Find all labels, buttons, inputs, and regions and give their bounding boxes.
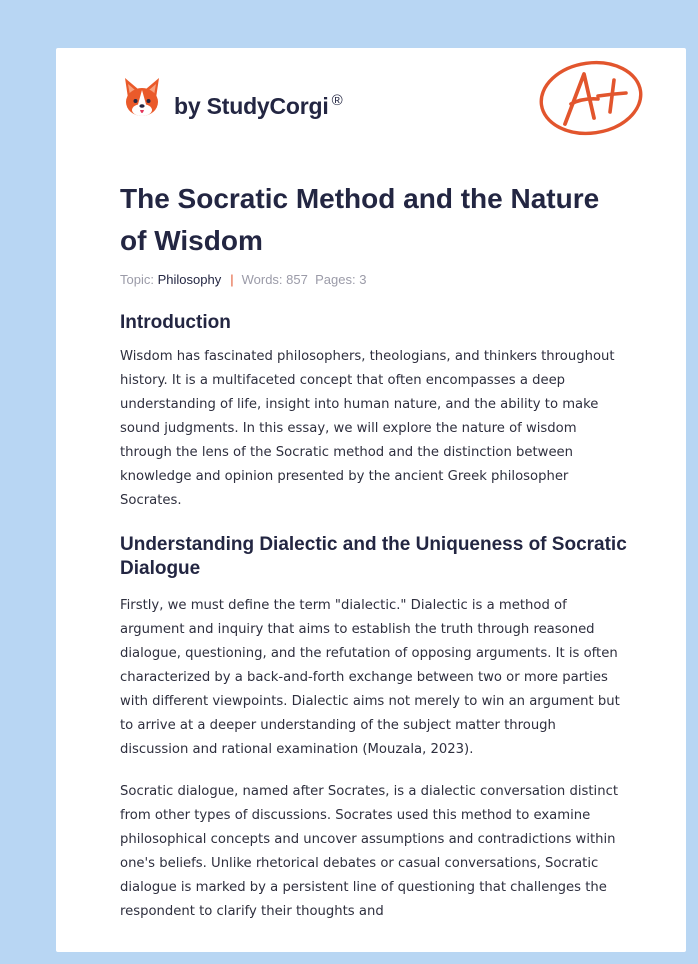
section-heading-dialectic: Understanding Dialectic and the Uniqueness of Socratic Dialogue xyxy=(120,534,627,579)
brand-name[interactable]: by StudyCorgi ® xyxy=(174,92,343,119)
meta-separator: | xyxy=(230,272,234,287)
document-page xyxy=(56,48,686,952)
corgi-logo-icon[interactable] xyxy=(122,76,162,120)
words-count: 857 xyxy=(286,272,308,287)
a-plus-grade-icon xyxy=(538,58,648,140)
topic-label: Topic: xyxy=(120,272,154,287)
words-label: Words: xyxy=(241,272,283,287)
section-heading-introduction: Introduction xyxy=(120,312,231,333)
pages-count: 3 xyxy=(359,272,367,287)
page-title: The Socratic Method and the Nature of Wisdom xyxy=(120,183,600,256)
page-header xyxy=(56,48,686,158)
paragraph: Firstly, we must define the term "dialectic." Dialectic is a method of argument and inquiry that aims to establish the truth through reasoned dialogue, questioning, and the refutation of opposing arguments. It is often characterized by a back-and-forth exchange between two or more parties with different viewpoints. Dialectic aims not merely to win an argument but to arrive at a deeper understanding of the subject matter through discussion and rational examination (Mouzala, 2023). xyxy=(120,598,620,757)
article-meta xyxy=(120,272,628,287)
article xyxy=(120,178,628,924)
paragraph: Wisdom has fascinated philosophers, theologians, and thinkers throughout history. It is a multifaceted concept that often encompasses a deep understanding of life, insight into human nature, and the ability to make sound judgments. In this essay, we will explore the nature of wisdom through the lens of the Socratic method and the distinction between knowledge and opinion presented by the ancient Greek philosopher Socrates. xyxy=(120,349,615,508)
pages-label: Pages: xyxy=(315,272,356,287)
topic-link[interactable]: Philosophy xyxy=(157,272,222,287)
registered-mark: ® xyxy=(331,92,343,109)
paragraph: Socratic dialogue, named after Socrates, is a dialectic conversation distinct from other types of discussions. Socrates used this method to examine philosophical concepts and uncover assumptions and contradictions within one's beliefs. Unlike rhetorical debates or casual conversations, Socratic dialogue is marked by a persistent line of questioning that challenges the respondent to clarify their thoughts and xyxy=(120,784,618,919)
